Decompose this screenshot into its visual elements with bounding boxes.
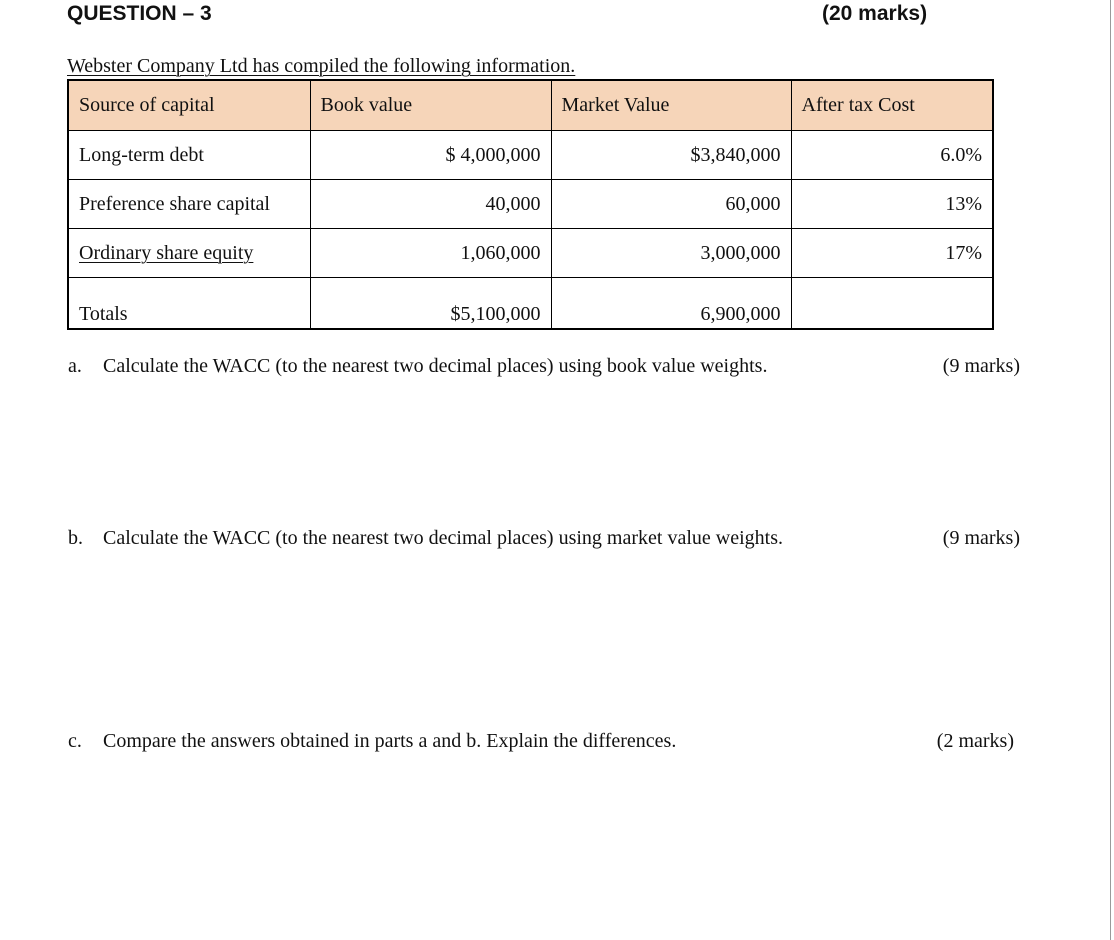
header-source-of-capital: Source of capital	[68, 80, 310, 131]
part-text: Calculate the WACC (to the nearest two decimal places) using market value weights.	[103, 527, 783, 549]
table-row	[68, 229, 993, 278]
question-part-a	[68, 355, 1020, 381]
part-letter: c.	[68, 730, 82, 752]
cell-book-value-total: $5,100,000	[310, 278, 551, 330]
cell-book-value: 1,060,000	[310, 229, 551, 278]
header-book-value: Book value	[310, 80, 551, 131]
cell-source: Ordinary share equity	[68, 229, 310, 278]
part-marks: (9 marks)	[942, 355, 1020, 377]
question-part-b	[68, 527, 1020, 553]
capital-table	[67, 79, 994, 330]
cell-after-tax-cost: 17%	[791, 229, 993, 278]
header-after-tax-cost: After tax Cost	[791, 80, 993, 131]
table-row	[68, 180, 993, 229]
part-letter: b.	[68, 527, 83, 549]
cell-after-tax-cost: 13%	[791, 180, 993, 229]
cell-after-tax-cost: 6.0%	[791, 131, 993, 180]
table-row	[68, 131, 993, 180]
cell-source: Totals	[68, 278, 310, 330]
cell-market-value: 3,000,000	[551, 229, 791, 278]
cell-market-value-total: 6,900,000	[551, 278, 791, 330]
question-total-marks: (20 marks)	[822, 2, 928, 25]
cell-source: Preference share capital	[68, 180, 310, 229]
question-part-c	[68, 730, 1020, 756]
table-totals-row	[68, 278, 993, 330]
cell-book-value: $ 4,000,000	[310, 131, 551, 180]
cell-after-tax-cost-total	[791, 278, 993, 330]
part-marks: (2 marks)	[936, 730, 1014, 752]
intro-text: Webster Company Ltd has compiled the following information.	[67, 55, 576, 77]
cell-source: Long-term debt	[68, 131, 310, 180]
part-marks: (9 marks)	[942, 527, 1020, 549]
part-text: Compare the answers obtained in parts a and b. Explain the differences.	[103, 730, 677, 752]
part-text: Calculate the WACC (to the nearest two decimal places) using book value weights.	[103, 355, 768, 377]
header-market-value: Market Value	[551, 80, 791, 131]
page-edge-divider	[1110, 0, 1111, 940]
cell-market-value: 60,000	[551, 180, 791, 229]
question-title: QUESTION – 3	[67, 2, 212, 25]
part-letter: a.	[68, 355, 82, 377]
table-header-row	[68, 80, 993, 131]
cell-market-value: $3,840,000	[551, 131, 791, 180]
cell-book-value: 40,000	[310, 180, 551, 229]
